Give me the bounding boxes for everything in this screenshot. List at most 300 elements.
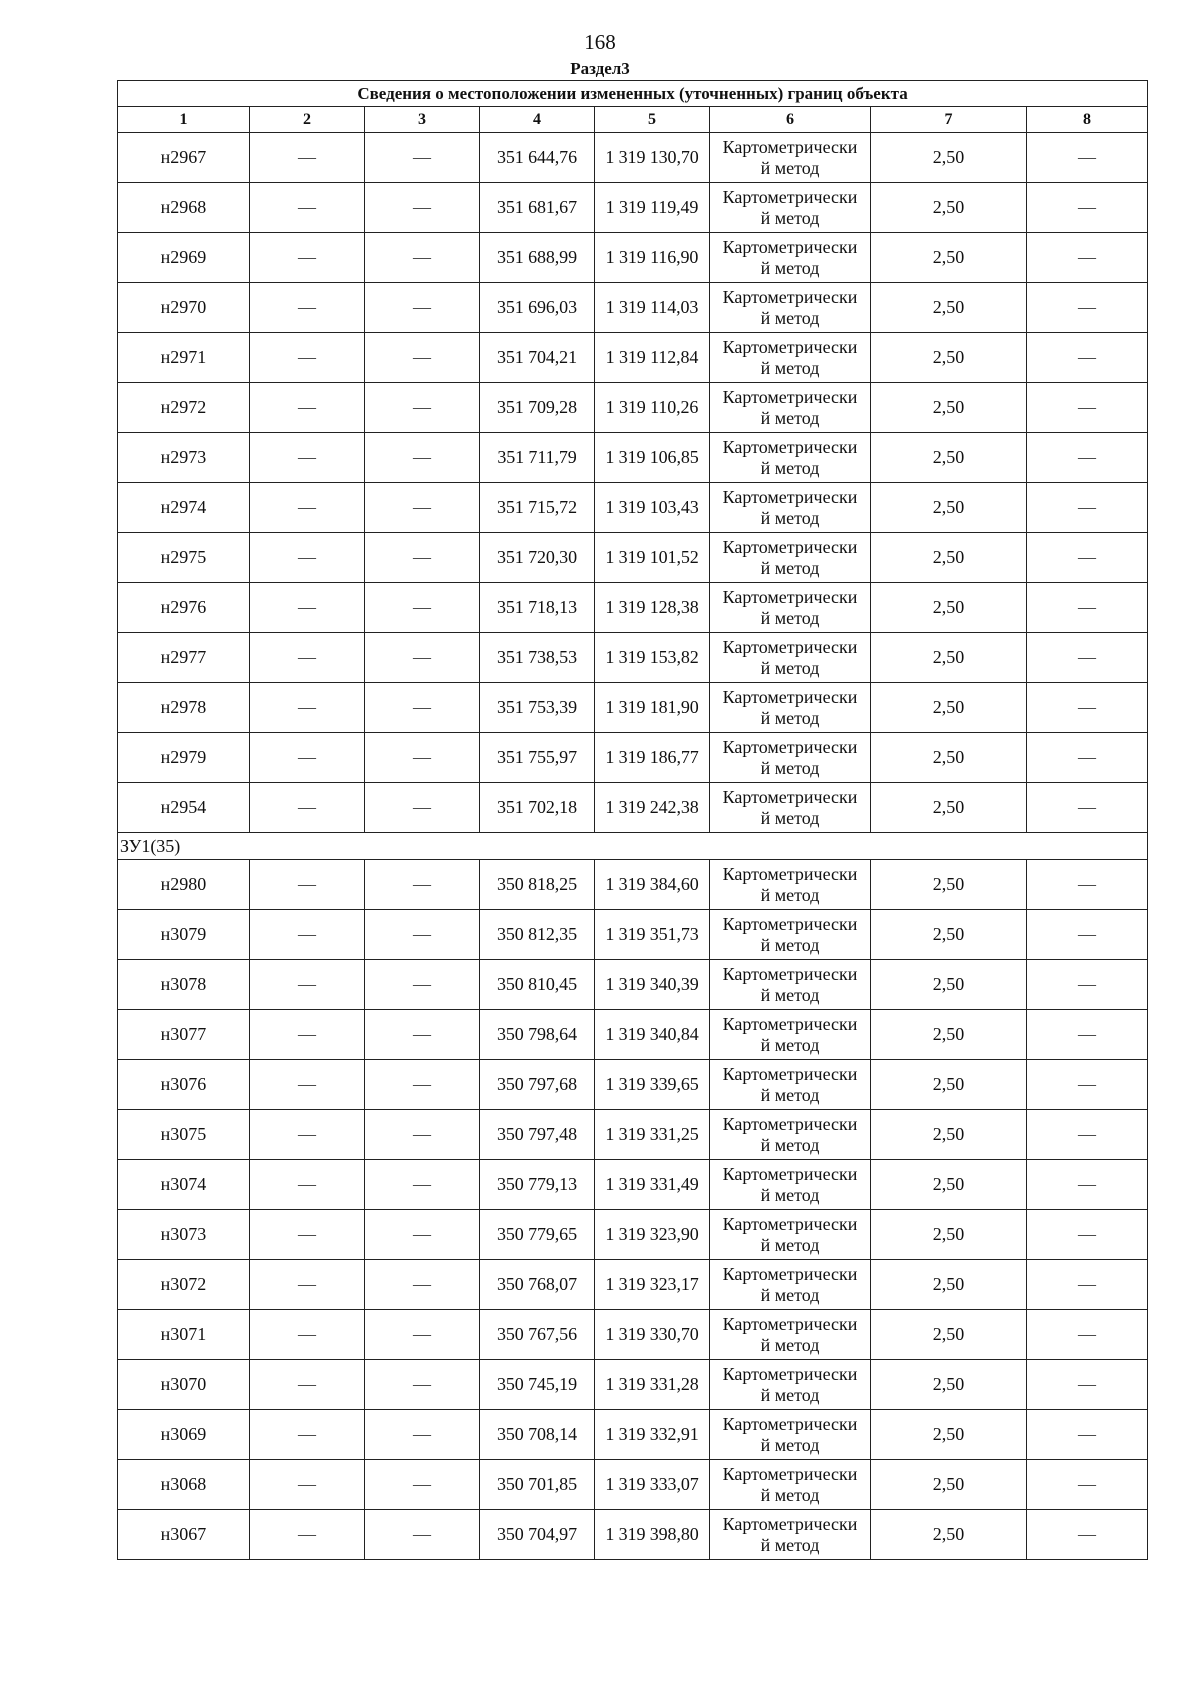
accuracy-cell: 2,50 xyxy=(871,283,1027,333)
accuracy-cell: 2,50 xyxy=(871,783,1027,833)
method-cell xyxy=(710,183,871,233)
point-id-cell: н3074 xyxy=(118,1160,250,1210)
x-coordinate-cell: 350 779,65 xyxy=(480,1210,595,1260)
point-id-cell: н3067 xyxy=(118,1510,250,1560)
point-id-cell: н3078 xyxy=(118,960,250,1010)
method-line-2: й метод xyxy=(760,1534,820,1555)
method-line-1: Картометрически xyxy=(722,136,858,157)
point-id-cell: н3077 xyxy=(118,1010,250,1060)
column8-cell: — xyxy=(1027,283,1148,333)
method-cell xyxy=(710,1460,871,1510)
table-caption: Сведения о местоположении измененных (уточненных) границ объекта xyxy=(118,81,1148,107)
column3-cell: — xyxy=(365,910,480,960)
y-coordinate-cell: 1 319 340,84 xyxy=(595,1010,710,1060)
point-id-cell: н2974 xyxy=(118,483,250,533)
x-coordinate-cell: 351 644,76 xyxy=(480,133,595,183)
accuracy-cell: 2,50 xyxy=(871,1010,1027,1060)
column8-cell: — xyxy=(1027,1410,1148,1460)
method-line-2: й метод xyxy=(760,1384,820,1405)
column2-cell: — xyxy=(250,733,365,783)
method-line-1: Картометрически xyxy=(722,1163,858,1184)
column3-cell: — xyxy=(365,1060,480,1110)
point-id-cell: н2967 xyxy=(118,133,250,183)
y-coordinate-cell: 1 319 330,70 xyxy=(595,1310,710,1360)
accuracy-cell: 2,50 xyxy=(871,960,1027,1010)
method-line-2: й метод xyxy=(760,1284,820,1305)
column8-cell: — xyxy=(1027,1210,1148,1260)
x-coordinate-cell: 350 798,64 xyxy=(480,1010,595,1060)
method-cell xyxy=(710,1210,871,1260)
accuracy-cell: 2,50 xyxy=(871,133,1027,183)
accuracy-cell: 2,50 xyxy=(871,1210,1027,1260)
column3-cell: — xyxy=(365,733,480,783)
accuracy-cell: 2,50 xyxy=(871,233,1027,283)
method-line-2: й метод xyxy=(760,1334,820,1355)
method-line-1: Картометрически xyxy=(722,1513,858,1534)
method-cell xyxy=(710,283,871,333)
method-cell xyxy=(710,783,871,833)
point-id-cell: н3079 xyxy=(118,910,250,960)
point-id-cell: н3073 xyxy=(118,1210,250,1260)
y-coordinate-cell: 1 319 333,07 xyxy=(595,1460,710,1510)
accuracy-cell: 2,50 xyxy=(871,583,1027,633)
method-cell xyxy=(710,533,871,583)
column8-cell: — xyxy=(1027,1010,1148,1060)
method-line-1: Картометрически xyxy=(722,913,858,934)
x-coordinate-cell: 350 745,19 xyxy=(480,1360,595,1410)
table-caption-row xyxy=(118,81,1148,107)
accuracy-cell: 2,50 xyxy=(871,333,1027,383)
column3-cell: — xyxy=(365,1160,480,1210)
column3-cell: — xyxy=(365,1260,480,1310)
table-row xyxy=(118,433,1148,483)
column-number-row xyxy=(118,107,1148,133)
column8-cell: — xyxy=(1027,233,1148,283)
accuracy-cell: 2,50 xyxy=(871,1460,1027,1510)
x-coordinate-cell: 350 810,45 xyxy=(480,960,595,1010)
method-line-2: й метод xyxy=(760,1484,820,1505)
point-id-cell: н2979 xyxy=(118,733,250,783)
column-number: 6 xyxy=(710,107,871,133)
table-body xyxy=(118,133,1148,1560)
column2-cell: — xyxy=(250,1010,365,1060)
method-line-2: й метод xyxy=(760,1084,820,1105)
table-row xyxy=(118,1210,1148,1260)
x-coordinate-cell: 350 779,13 xyxy=(480,1160,595,1210)
method-line-1: Картометрически xyxy=(722,336,858,357)
method-line-2: й метод xyxy=(760,984,820,1005)
column3-cell: — xyxy=(365,633,480,683)
column8-cell: — xyxy=(1027,860,1148,910)
y-coordinate-cell: 1 319 331,28 xyxy=(595,1360,710,1410)
method-cell xyxy=(710,1360,871,1410)
accuracy-cell: 2,50 xyxy=(871,1310,1027,1360)
table-row xyxy=(118,783,1148,833)
table-row xyxy=(118,1160,1148,1210)
method-line-2: й метод xyxy=(760,1134,820,1155)
method-line-1: Картометрически xyxy=(722,963,858,984)
column3-cell: — xyxy=(365,383,480,433)
column2-cell: — xyxy=(250,683,365,733)
table-row xyxy=(118,533,1148,583)
column3-cell: — xyxy=(365,483,480,533)
y-coordinate-cell: 1 319 181,90 xyxy=(595,683,710,733)
point-id-cell: н2975 xyxy=(118,533,250,583)
column8-cell: — xyxy=(1027,433,1148,483)
method-line-1: Картометрически xyxy=(722,636,858,657)
accuracy-cell: 2,50 xyxy=(871,383,1027,433)
method-line-1: Картометрически xyxy=(722,236,858,257)
method-cell xyxy=(710,333,871,383)
table-row xyxy=(118,1360,1148,1410)
method-line-2: й метод xyxy=(760,757,820,778)
method-cell xyxy=(710,233,871,283)
column3-cell: — xyxy=(365,1410,480,1460)
x-coordinate-cell: 350 767,56 xyxy=(480,1310,595,1360)
x-coordinate-cell: 351 753,39 xyxy=(480,683,595,733)
table-row xyxy=(118,1510,1148,1560)
accuracy-cell: 2,50 xyxy=(871,1510,1027,1560)
column2-cell: — xyxy=(250,483,365,533)
accuracy-cell: 2,50 xyxy=(871,910,1027,960)
column3-cell: — xyxy=(365,583,480,633)
method-line-1: Картометрически xyxy=(722,1063,858,1084)
accuracy-cell: 2,50 xyxy=(871,860,1027,910)
method-line-2: й метод xyxy=(760,884,820,905)
x-coordinate-cell: 351 681,67 xyxy=(480,183,595,233)
column2-cell: — xyxy=(250,183,365,233)
y-coordinate-cell: 1 319 103,43 xyxy=(595,483,710,533)
accuracy-cell: 2,50 xyxy=(871,633,1027,683)
method-cell xyxy=(710,860,871,910)
table-row xyxy=(118,1010,1148,1060)
point-id-cell: н3070 xyxy=(118,1360,250,1410)
y-coordinate-cell: 1 319 398,80 xyxy=(595,1510,710,1560)
method-line-1: Картометрически xyxy=(722,1213,858,1234)
column3-cell: — xyxy=(365,1110,480,1160)
x-coordinate-cell: 350 701,85 xyxy=(480,1460,595,1510)
point-id-cell: н2978 xyxy=(118,683,250,733)
method-line-1: Картометрически xyxy=(722,1313,858,1334)
x-coordinate-cell: 351 738,53 xyxy=(480,633,595,683)
column2-cell: — xyxy=(250,583,365,633)
method-line-1: Картометрически xyxy=(722,486,858,507)
y-coordinate-cell: 1 319 351,73 xyxy=(595,910,710,960)
column-number: 1 xyxy=(118,107,250,133)
x-coordinate-cell: 350 812,35 xyxy=(480,910,595,960)
point-id-cell: н2954 xyxy=(118,783,250,833)
accuracy-cell: 2,50 xyxy=(871,533,1027,583)
x-coordinate-cell: 351 718,13 xyxy=(480,583,595,633)
column2-cell: — xyxy=(250,333,365,383)
column2-cell: — xyxy=(250,1210,365,1260)
column2-cell: — xyxy=(250,1260,365,1310)
y-coordinate-cell: 1 319 130,70 xyxy=(595,133,710,183)
column2-cell: — xyxy=(250,233,365,283)
column8-cell: — xyxy=(1027,783,1148,833)
column2-cell: — xyxy=(250,1310,365,1360)
column3-cell: — xyxy=(365,233,480,283)
method-line-1: Картометрически xyxy=(722,436,858,457)
method-cell xyxy=(710,910,871,960)
column3-cell: — xyxy=(365,1460,480,1510)
table-row xyxy=(118,633,1148,683)
method-line-1: Картометрически xyxy=(722,1463,858,1484)
column8-cell: — xyxy=(1027,1060,1148,1110)
x-coordinate-cell: 351 711,79 xyxy=(480,433,595,483)
point-id-cell: н2971 xyxy=(118,333,250,383)
column8-cell: — xyxy=(1027,633,1148,683)
method-cell xyxy=(710,583,871,633)
y-coordinate-cell: 1 319 110,26 xyxy=(595,383,710,433)
column8-cell: — xyxy=(1027,733,1148,783)
accuracy-cell: 2,50 xyxy=(871,1060,1027,1110)
method-line-1: Картометрически xyxy=(722,1363,858,1384)
x-coordinate-cell: 350 818,25 xyxy=(480,860,595,910)
y-coordinate-cell: 1 319 116,90 xyxy=(595,233,710,283)
y-coordinate-cell: 1 319 331,49 xyxy=(595,1160,710,1210)
column3-cell: — xyxy=(365,183,480,233)
method-line-2: й метод xyxy=(760,407,820,428)
y-coordinate-cell: 1 319 384,60 xyxy=(595,860,710,910)
column-number: 4 xyxy=(480,107,595,133)
y-coordinate-cell: 1 319 242,38 xyxy=(595,783,710,833)
y-coordinate-cell: 1 319 331,25 xyxy=(595,1110,710,1160)
column3-cell: — xyxy=(365,960,480,1010)
y-coordinate-cell: 1 319 112,84 xyxy=(595,333,710,383)
method-line-2: й метод xyxy=(760,357,820,378)
table-row xyxy=(118,1310,1148,1360)
column2-cell: — xyxy=(250,1410,365,1460)
column8-cell: — xyxy=(1027,333,1148,383)
x-coordinate-cell: 351 688,99 xyxy=(480,233,595,283)
column3-cell: — xyxy=(365,1360,480,1410)
method-line-2: й метод xyxy=(760,1434,820,1455)
column2-cell: — xyxy=(250,860,365,910)
column2-cell: — xyxy=(250,783,365,833)
accuracy-cell: 2,50 xyxy=(871,1110,1027,1160)
column2-cell: — xyxy=(250,1460,365,1510)
column2-cell: — xyxy=(250,133,365,183)
column3-cell: — xyxy=(365,1210,480,1260)
accuracy-cell: 2,50 xyxy=(871,733,1027,783)
method-line-1: Картометрически xyxy=(722,686,858,707)
x-coordinate-cell: 351 755,97 xyxy=(480,733,595,783)
group-header-row xyxy=(118,833,1148,860)
point-id-cell: н3075 xyxy=(118,1110,250,1160)
table-row xyxy=(118,1060,1148,1110)
column3-cell: — xyxy=(365,683,480,733)
table-row xyxy=(118,1110,1148,1160)
y-coordinate-cell: 1 319 340,39 xyxy=(595,960,710,1010)
table-row xyxy=(118,333,1148,383)
method-line-1: Картометрически xyxy=(722,863,858,884)
x-coordinate-cell: 350 797,48 xyxy=(480,1110,595,1160)
column-number: 2 xyxy=(250,107,365,133)
column8-cell: — xyxy=(1027,683,1148,733)
method-cell xyxy=(710,1010,871,1060)
method-line-1: Картометрически xyxy=(722,1013,858,1034)
column2-cell: — xyxy=(250,1360,365,1410)
table-row xyxy=(118,133,1148,183)
table-row xyxy=(118,583,1148,633)
table-row xyxy=(118,483,1148,533)
point-id-cell: н2977 xyxy=(118,633,250,683)
column2-cell: — xyxy=(250,960,365,1010)
point-id-cell: н3076 xyxy=(118,1060,250,1110)
y-coordinate-cell: 1 319 323,90 xyxy=(595,1210,710,1260)
point-id-cell: н2969 xyxy=(118,233,250,283)
y-coordinate-cell: 1 319 106,85 xyxy=(595,433,710,483)
column-number: 7 xyxy=(871,107,1027,133)
table-row xyxy=(118,183,1148,233)
method-line-1: Картометрически xyxy=(722,386,858,407)
page-number: 168 xyxy=(584,30,616,54)
column8-cell: — xyxy=(1027,1360,1148,1410)
point-id-cell: н2972 xyxy=(118,383,250,433)
method-line-2: й метод xyxy=(760,1234,820,1255)
column8-cell: — xyxy=(1027,1160,1148,1210)
method-cell xyxy=(710,1410,871,1460)
point-id-cell: н2968 xyxy=(118,183,250,233)
method-cell xyxy=(710,1260,871,1310)
method-line-1: Картометрически xyxy=(722,536,858,557)
column2-cell: — xyxy=(250,1110,365,1160)
point-id-cell: н3068 xyxy=(118,1460,250,1510)
column-number: 8 xyxy=(1027,107,1148,133)
table-row xyxy=(118,683,1148,733)
method-line-2: й метод xyxy=(760,607,820,628)
column8-cell: — xyxy=(1027,910,1148,960)
accuracy-cell: 2,50 xyxy=(871,183,1027,233)
x-coordinate-cell: 351 715,72 xyxy=(480,483,595,533)
table-row xyxy=(118,1460,1148,1510)
accuracy-cell: 2,50 xyxy=(871,1410,1027,1460)
x-coordinate-cell: 351 704,21 xyxy=(480,333,595,383)
column-number: 3 xyxy=(365,107,480,133)
method-cell xyxy=(710,383,871,433)
method-line-1: Картометрически xyxy=(722,286,858,307)
column2-cell: — xyxy=(250,1510,365,1560)
column2-cell: — xyxy=(250,633,365,683)
column3-cell: — xyxy=(365,1310,480,1360)
point-id-cell: н3071 xyxy=(118,1310,250,1360)
column3-cell: — xyxy=(365,533,480,583)
point-id-cell: н2976 xyxy=(118,583,250,633)
method-line-1: Картометрически xyxy=(722,586,858,607)
method-line-2: й метод xyxy=(760,934,820,955)
column8-cell: — xyxy=(1027,1510,1148,1560)
column2-cell: — xyxy=(250,383,365,433)
column3-cell: — xyxy=(365,283,480,333)
table-row xyxy=(118,860,1148,910)
column2-cell: — xyxy=(250,283,365,333)
accuracy-cell: 2,50 xyxy=(871,433,1027,483)
column8-cell: — xyxy=(1027,1310,1148,1360)
column3-cell: — xyxy=(365,1010,480,1060)
method-cell xyxy=(710,1160,871,1210)
method-cell xyxy=(710,483,871,533)
column8-cell: — xyxy=(1027,533,1148,583)
y-coordinate-cell: 1 319 153,82 xyxy=(595,633,710,683)
method-cell xyxy=(710,1110,871,1160)
table-row xyxy=(118,1260,1148,1310)
method-cell xyxy=(710,683,871,733)
method-line-1: Картометрически xyxy=(722,736,858,757)
column8-cell: — xyxy=(1027,1460,1148,1510)
column3-cell: — xyxy=(365,433,480,483)
table-row xyxy=(118,733,1148,783)
y-coordinate-cell: 1 319 339,65 xyxy=(595,1060,710,1110)
x-coordinate-cell: 350 768,07 xyxy=(480,1260,595,1310)
column8-cell: — xyxy=(1027,483,1148,533)
point-id-cell: н2970 xyxy=(118,283,250,333)
column8-cell: — xyxy=(1027,583,1148,633)
method-cell xyxy=(710,733,871,783)
x-coordinate-cell: 351 709,28 xyxy=(480,383,595,433)
method-line-1: Картометрически xyxy=(722,1113,858,1134)
x-coordinate-cell: 351 720,30 xyxy=(480,533,595,583)
accuracy-cell: 2,50 xyxy=(871,483,1027,533)
method-cell xyxy=(710,1510,871,1560)
method-line-2: й метод xyxy=(760,1034,820,1055)
column8-cell: — xyxy=(1027,1260,1148,1310)
accuracy-cell: 2,50 xyxy=(871,1360,1027,1410)
y-coordinate-cell: 1 319 128,38 xyxy=(595,583,710,633)
column2-cell: — xyxy=(250,433,365,483)
method-line-2: й метод xyxy=(760,257,820,278)
column3-cell: — xyxy=(365,783,480,833)
point-id-cell: н3069 xyxy=(118,1410,250,1460)
accuracy-cell: 2,50 xyxy=(871,1160,1027,1210)
y-coordinate-cell: 1 319 119,49 xyxy=(595,183,710,233)
y-coordinate-cell: 1 319 332,91 xyxy=(595,1410,710,1460)
method-cell xyxy=(710,133,871,183)
method-line-2: й метод xyxy=(760,1184,820,1205)
method-line-2: й метод xyxy=(760,457,820,478)
x-coordinate-cell: 351 702,18 xyxy=(480,783,595,833)
column2-cell: — xyxy=(250,910,365,960)
column3-cell: — xyxy=(365,860,480,910)
y-coordinate-cell: 1 319 114,03 xyxy=(595,283,710,333)
method-cell xyxy=(710,633,871,683)
method-cell xyxy=(710,1060,871,1110)
point-id-cell: н2973 xyxy=(118,433,250,483)
table-row xyxy=(118,283,1148,333)
method-line-2: й метод xyxy=(760,307,820,328)
method-cell xyxy=(710,433,871,483)
x-coordinate-cell: 350 797,68 xyxy=(480,1060,595,1110)
column8-cell: — xyxy=(1027,133,1148,183)
column2-cell: — xyxy=(250,1060,365,1110)
column3-cell: — xyxy=(365,133,480,183)
method-line-2: й метод xyxy=(760,557,820,578)
point-id-cell: н2980 xyxy=(118,860,250,910)
method-line-2: й метод xyxy=(760,807,820,828)
accuracy-cell: 2,50 xyxy=(871,683,1027,733)
method-line-2: й метод xyxy=(760,207,820,228)
point-id-cell: н3072 xyxy=(118,1260,250,1310)
method-cell xyxy=(710,960,871,1010)
accuracy-cell: 2,50 xyxy=(871,1260,1027,1310)
y-coordinate-cell: 1 319 101,52 xyxy=(595,533,710,583)
group-label: ЗУ1(35) xyxy=(118,833,1148,860)
method-line-1: Картометрически xyxy=(722,186,858,207)
column2-cell: — xyxy=(250,1160,365,1210)
method-line-2: й метод xyxy=(760,157,820,178)
table-row xyxy=(118,383,1148,433)
x-coordinate-cell: 350 704,97 xyxy=(480,1510,595,1560)
